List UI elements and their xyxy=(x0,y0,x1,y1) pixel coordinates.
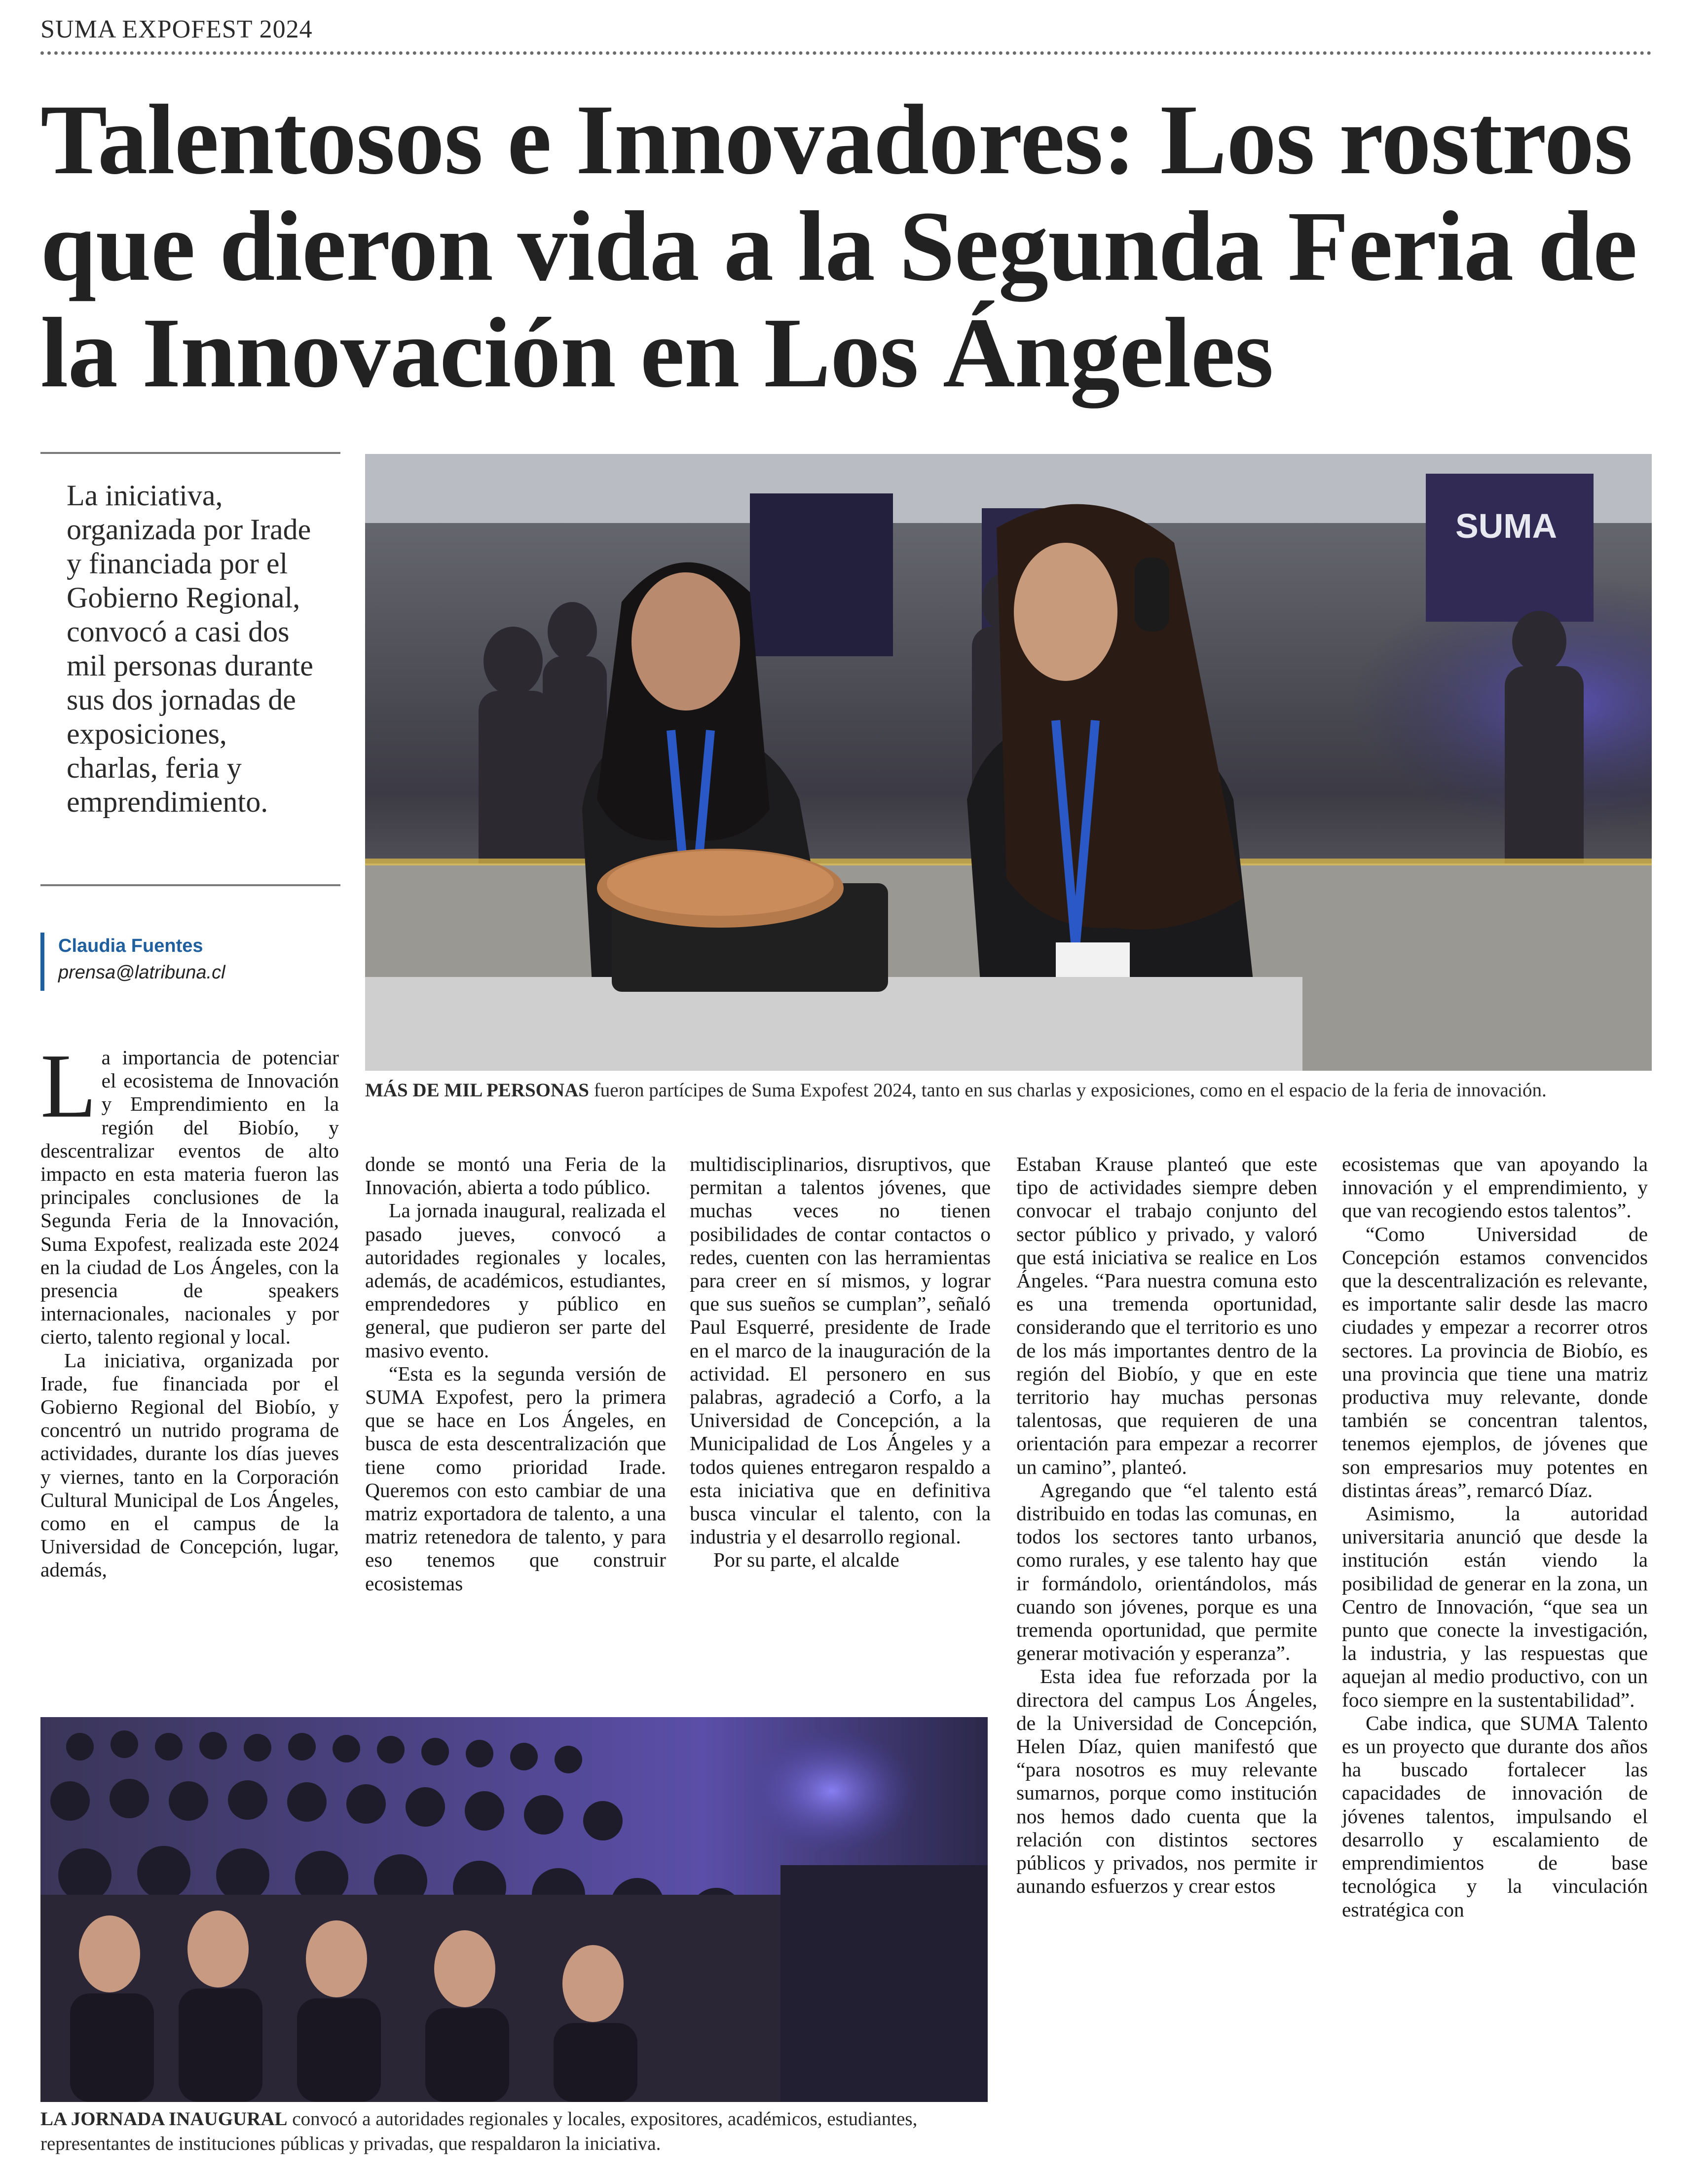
lead-top-rule xyxy=(40,452,340,454)
body-column-5 xyxy=(1342,1153,1648,1921)
byline xyxy=(40,933,225,991)
headline-rest: Los rostros que dieron vida a la Segunda Feria de la Innovación en Los Ángeles xyxy=(40,84,1637,408)
body-paragraph: ecosistemas que van apoyando la innovación y el emprendimiento, y que van recogiendo estos talentos”. xyxy=(1342,1153,1648,1222)
body-paragraph xyxy=(40,1035,339,1349)
drop-cap: L xyxy=(40,1035,97,1137)
photo2-caption-text: convocó a autoridades regionales y locales, expositores, académicos, estudiantes, representantes de instituciones públicas y privadas, que respaldaron la iniciativa. xyxy=(40,2108,918,2154)
paragraph-text: a importancia de potenciar el ecosistema de Innovación y Emprendimiento en la región del Biobío, y descentralizar eventos de alto impacto en esta materia fueron las principales conclusiones de la Segunda Feria de la Innovación, Suma Expofest, realizada este 2024 en la ciudad de Los Ángeles, con la presencia de speakers internacionales, nacionales y por cierto, talento regional y local. xyxy=(40,1046,339,1349)
photo1-caption-text: fueron partícipes de Suma Expofest 2024, tanto en sus charlas y exposiciones, como en el espacio de la feria de innovación. xyxy=(589,1080,1547,1101)
dotted-divider xyxy=(40,51,1652,55)
body-paragraph: “Esta es la segunda versión de SUMA Expofest, pero la primera que se hace en Los Ángeles, en busca de esta descentralización que tiene como prioridad Irade. Queremos con esto cambiar de una matriz exportadora de talento, a una matriz retenedora de talento, y para eso tenemos que construir ecosistemas xyxy=(365,1362,666,1595)
photo1-caption-bold: MÁS DE MIL PERSONAS xyxy=(365,1080,589,1101)
headline xyxy=(40,86,1664,406)
body-column-3 xyxy=(690,1153,991,1572)
lead-bottom-rule xyxy=(40,884,340,886)
section-label: SUMA EXPOFEST 2024 xyxy=(40,15,313,43)
banner-text: SUMA xyxy=(1455,507,1558,545)
headline-bold: Talentosos e Innovadores: xyxy=(40,84,1136,195)
body-paragraph: Por su parte, el alcalde xyxy=(713,1548,899,1572)
photo1-caption xyxy=(365,1078,1652,1103)
photo-students-headphones xyxy=(365,454,1652,1071)
body-column-2 xyxy=(365,1153,666,1595)
author-email[interactable]: prensa@latribuna.cl xyxy=(58,962,225,983)
body-paragraph: donde se montó una Feria de la Innovación, abierta a todo público. xyxy=(365,1153,666,1199)
author-name: Claudia Fuentes xyxy=(58,936,203,956)
body-paragraph: La jornada inaugural, realizada el pasado jueves, convocó a autoridades regionales y locales, además, de académicos, estudiantes, emprendedores y público en general, que pudieron ser parte del masivo evento. xyxy=(365,1199,666,1362)
body-paragraph: multidisciplinarios, disruptivos, que permitan a talentos jóvenes, que muchas veces no tienen posibilidades de contar contactos o redes, cuenten con las herramientas para creer en sí mismos, y lograr que sus sueños se cumplan”, señaló Paul Esquerré, presidente de Irade en el marco de la inauguración de la actividad. El personero en sus palabras, agradeció a Corfo, a la Universidad de Concepción, a la Municipalidad de Los Ángeles y a todos quienes entregaron respaldo a esta iniciativa que en definitiva busca vincular el talento, con la industria y el desarrollo regional. xyxy=(690,1153,991,1548)
body-column-1 xyxy=(40,1035,339,1582)
body-paragraph: Cabe indica, que SUMA Talento es un proyecto que durante dos años ha buscado fortalecer las capacidades de innovación de jóvenes talentos, impulsando el desarrollo y escalamiento de emprendimientos de base tecnológica y la vinculación estratégica con xyxy=(1342,1711,1648,1921)
photo2-caption-bold: LA JORNADA INAUGURAL xyxy=(40,2108,288,2130)
photo2-caption xyxy=(40,2107,988,2156)
body-paragraph: Asimismo, la autoridad universitaria anunció que desde la institución están viendo la posibilidad de generar en la zona, un Centro de Innovación, “que sea un punto que conecte la investigación, la industria, y las respuestas que aquejan al medio productivo, con un foco siempre en la sustentabilidad”. xyxy=(1342,1502,1648,1711)
body-paragraph: Esta idea fue reforzada por la directora del campus Los Ángeles, de la Universidad de Concepción, Helen Díaz, quien manifestó que “para nosotros es muy relevante sumarnos, porque como institución nos hemos dado cuenta que la relación con distintos sectores públicos y privados, nos permite ir aunando esfuerzos y crear estos xyxy=(1016,1665,1317,1898)
body-paragraph: Estaban Krause planteó que este tipo de actividades siempre deben convocar el trabajo conjunto del sector público y privado, y valoró que está iniciativa se realice en Los Ángeles. “Para nuestra comuna esto es una tremenda oportunidad, considerando que el territorio es uno de los más importantes dentro de la región del Biobío, y que en este territorio hay muchas personas talentosas, que requieren de una orientación para empezar a recorrer un camino”, planteó. xyxy=(1016,1153,1317,1478)
photo-audience xyxy=(40,1717,988,2102)
body-column-4 xyxy=(1016,1153,1317,1898)
body-paragraph: La iniciativa, organizada por Irade, fue financiada por el Gobierno Regional del Biobío, y concentró un nutrido programa de actividades, durante los días jueves y viernes, tanto en la Corporación Cultural Municipal de Los Ángeles, como en el campus de la Universidad de Concepción, lugar, además, xyxy=(40,1349,339,1581)
body-paragraph: Agregando que “el talento está distribuido en todas las comunas, en todos los sectores tanto urbanos, como rurales, y ese talento hay que ir formándolo, orientándolos, más cuando son jóvenes, porque es una tremenda oportunidad, que permite generar motivación y esperanza”. xyxy=(1016,1478,1317,1665)
lead-summary: La iniciativa, organizada por Irade y financiada por el Gobierno Regional, convocó a casi dos mil personas durante sus dos jornadas de exposiciones, charlas, feria y emprendimiento. xyxy=(67,479,313,818)
body-paragraph: “Como Universidad de Concepción estamos convencidos que la descentralización es relevante, es importante salir desde las macro ciudades y empezar a recorrer otros sectores. La provincia de Biobío, es una provincia que tiene una matriz productiva muy relevante, donde también se concentran talentos, tenemos ejemplos, de jóvenes que son empresarios muy potentes en distintas áreas”, remarcó Díaz. xyxy=(1342,1222,1648,1501)
